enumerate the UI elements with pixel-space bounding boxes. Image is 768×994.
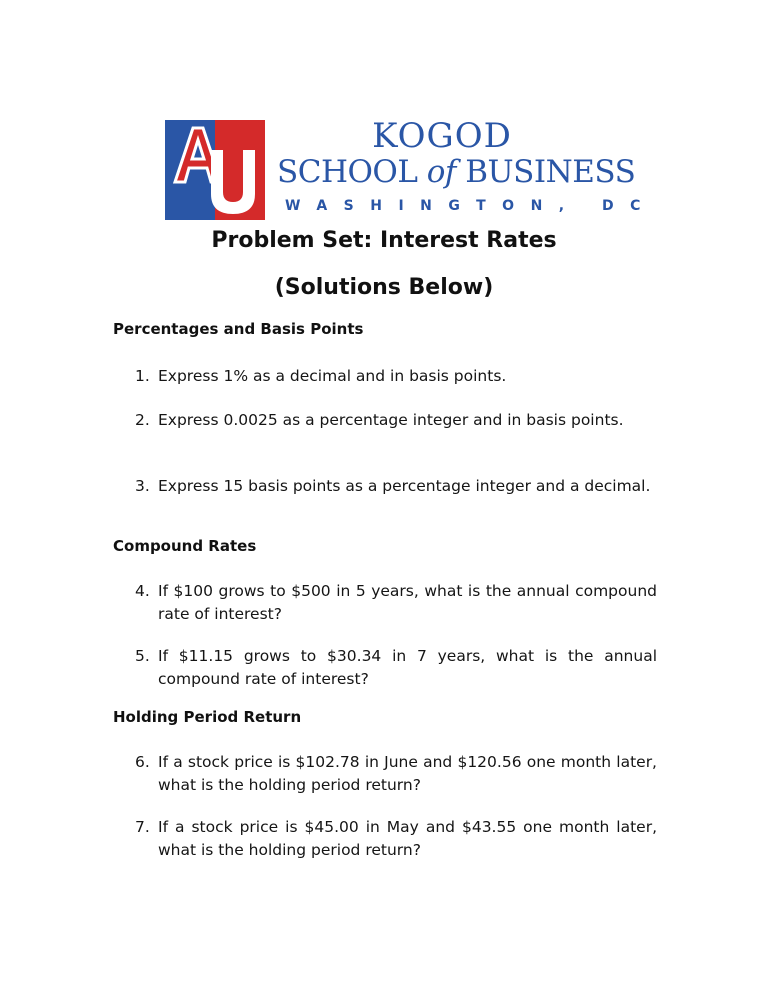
problem-text: If $11.15 grows to $30.34 in 7 years, what is the annual compound rate of interest? — [158, 647, 657, 688]
problem-number: 5. — [135, 647, 150, 665]
problem-text: Express 15 basis points as a percentage integer and a decimal. — [158, 477, 651, 495]
problem-text: Express 1% as a decimal and in basis points. — [158, 367, 507, 385]
kogod-logo — [165, 108, 657, 224]
section-heading-holding-period: Holding Period Return — [113, 708, 302, 726]
problem-number: 2. — [135, 411, 150, 429]
problem-text: Express 0.0025 as a percentage integer and in basis points. — [158, 411, 624, 429]
au-logo-mark-icon — [165, 120, 265, 220]
problem-7 — [135, 816, 657, 862]
problem-6 — [135, 751, 657, 797]
problem-number: 6. — [135, 753, 150, 771]
logo-wordmark — [277, 116, 657, 216]
problem-number: 1. — [135, 367, 150, 385]
logo-of: of — [426, 154, 456, 190]
section-heading-compound-rates: Compound Rates — [113, 537, 257, 555]
section-heading-percentages: Percentages and Basis Points — [113, 320, 364, 338]
problem-text: If a stock price is $102.78 in June and $120.56 one month later, what is the holding period return? — [158, 753, 657, 794]
problem-text: If a stock price is $45.00 in May and $43.55 one month later, what is the holding period return? — [158, 818, 657, 859]
problem-number: 4. — [135, 582, 150, 600]
logo-washington-dc: WASHINGTON, DC — [285, 198, 657, 214]
page-title: Problem Set: Interest Rates — [211, 228, 557, 253]
logo-business: BUSINESS — [465, 154, 636, 190]
logo-school-of-business — [277, 154, 636, 190]
page-subtitle: (Solutions Below) — [274, 275, 494, 300]
problem-3 — [135, 475, 657, 498]
problem-4 — [135, 580, 657, 626]
problem-number: 7. — [135, 818, 150, 836]
logo-school: SCHOOL — [277, 154, 418, 190]
problem-1 — [135, 365, 657, 388]
problem-2 — [135, 409, 657, 432]
problem-5 — [135, 645, 657, 691]
logo-kogod: KOGOD — [372, 116, 512, 156]
problem-number: 3. — [135, 477, 150, 495]
problem-text: If $100 grows to $500 in 5 years, what is the annual compound rate of interest? — [158, 582, 657, 623]
